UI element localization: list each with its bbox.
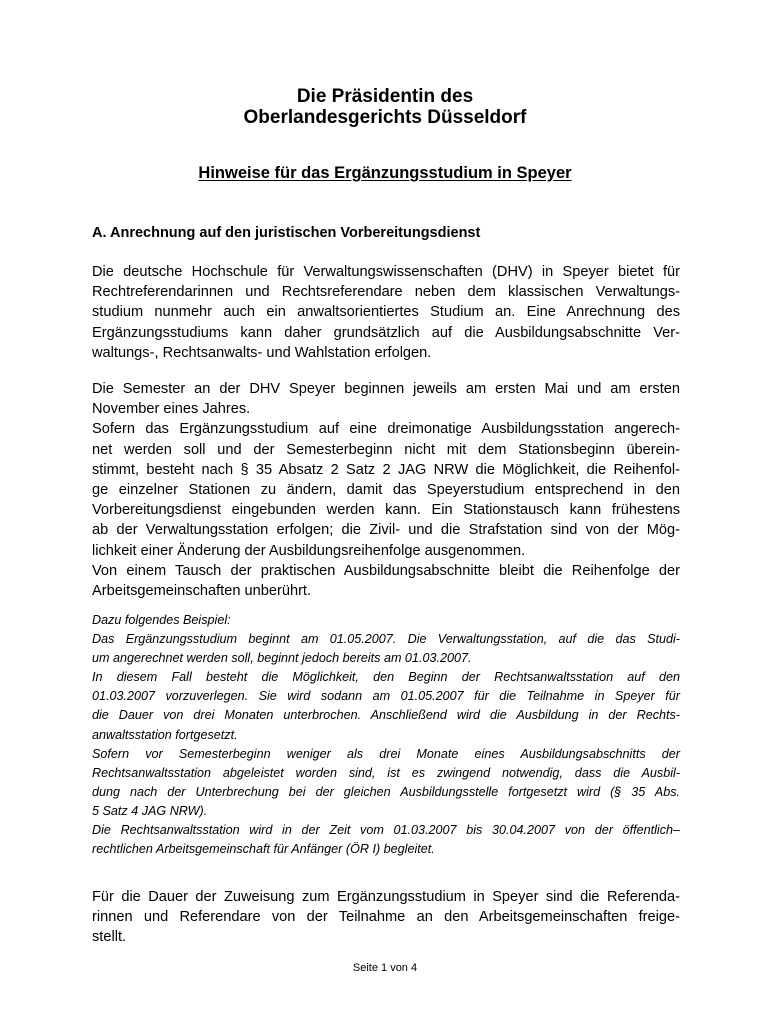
paragraph-line: rinnen und Referendare von der Teilnahme an den Arbeitsgemeinschaften freige- bbox=[92, 909, 680, 926]
paragraph-2 bbox=[92, 379, 680, 601]
example-line: rechtlichen Arbeitsgemeinschaft für Anfänger (ÖR I) begleitet. bbox=[92, 842, 435, 857]
example-line: 5 Satz 4 JAG NRW). bbox=[92, 803, 208, 818]
paragraph-line: Sofern das Ergänzungsstudium auf eine dreimonatige Ausbildungsstation angerech- bbox=[92, 421, 680, 438]
paragraph-line: ab der Verwaltungsstation erfolgen; die Zivil- und die Strafstation sind von der Mög- bbox=[92, 522, 680, 539]
paragraph-line: ge einzelner Stationen zu ändern, damit das Speyerstudium entsprechend in den bbox=[92, 482, 680, 499]
example-line: dung nach der Unterbrechung bei der gleichen Ausbildungsstelle fortgesetzt wird (§ 35 Abs. bbox=[92, 784, 680, 799]
example-block bbox=[92, 611, 680, 859]
example-line: Sofern vor Semesterbeginn weniger als drei Monate eines Ausbildungsabschnitts der bbox=[92, 746, 680, 761]
example-line: Das Ergänzungsstudium beginnt am 01.05.2007. Die Verwaltungsstation, auf die das Studi- bbox=[92, 632, 680, 647]
paragraph-3 bbox=[92, 887, 680, 948]
example-line: um angerechnet werden soll, beginnt jedoch bereits am 01.03.2007. bbox=[92, 651, 472, 666]
example-line: In diesem Fall besteht die Möglichkeit, den Beginn der Rechtsanwaltsstation auf den bbox=[92, 670, 680, 685]
paragraph-line: Vorbereitungsdienst eingebunden werden kann. Ein Stationstausch kann frühestens bbox=[92, 502, 680, 519]
example-line: die Dauer von drei Monaten unterbrochen. Anschließend wird die Ausbildung in der Rechts- bbox=[92, 708, 680, 723]
paragraph-1 bbox=[92, 262, 680, 363]
paragraph-line: Die Semester an der DHV Speyer beginnen jeweils am ersten Mai und am ersten bbox=[92, 381, 680, 397]
title-line-1: Die Präsidentin des bbox=[296, 86, 474, 107]
paragraph-line: lichkeit einer Änderung der Ausbildungsreihenfolge ausgenommen. bbox=[92, 542, 526, 559]
section-a-heading: A. Anrechnung auf den juristischen Vorbereitungsdienst bbox=[92, 225, 481, 241]
example-line: anwaltsstation fortgesetzt. bbox=[92, 727, 238, 742]
example-line: Die Rechtsanwaltsstation wird in der Zeit vom 01.03.2007 bis 30.04.2007 von der öffentlich– bbox=[92, 823, 680, 838]
example-line: 01.03.2007 vorzuverlegen. Sie wird sodann am 01.05.2007 für die Teilnahme in Speyer für bbox=[92, 689, 680, 704]
paragraph-line: Für die Dauer der Zuweisung zum Ergänzungsstudium in Speyer sind die Referenda- bbox=[92, 889, 680, 905]
paragraph-line: Arbeitsgemeinschaften unberührt. bbox=[92, 583, 312, 600]
example-line: Dazu folgendes Beispiel: bbox=[92, 613, 231, 627]
paragraph-line: Ergänzungsstudiums kann daher grundsätzlich auf die Ausbildungsabschnitte Ver- bbox=[92, 324, 680, 341]
page-number: Seite 1 von 4 bbox=[352, 962, 418, 974]
paragraph-line: stimmt, besteht nach § 35 Absatz 2 Satz 2 JAG NRW die Möglichkeit, die Reihenfol- bbox=[92, 461, 680, 478]
paragraph-line: Rechtreferendarinnen und Rechtsreferendare neben dem klassischen Verwaltungs- bbox=[92, 284, 680, 301]
paragraph-line: Von einem Tausch der praktischen Ausbildungsabschnitte bleibt die Reihenfolge der bbox=[92, 562, 680, 579]
paragraph-line: November eines Jahres. bbox=[92, 401, 251, 418]
paragraph-line: net werden soll und der Semesterbeginn nicht mit dem Stationsbeginn überein- bbox=[92, 441, 680, 458]
title-line-2: Oberlandesgerichts Düsseldorf bbox=[243, 107, 527, 128]
document-subtitle: Hinweise für das Ergänzungsstudium in Speyer bbox=[198, 164, 572, 182]
paragraph-line: stellt. bbox=[92, 929, 127, 946]
paragraph-line: Die deutsche Hochschule für Verwaltungswissenschaften (DHV) in Speyer bietet für bbox=[92, 264, 680, 280]
paragraph-line: waltungs-, Rechtsanwalts- und Wahlstation erfolgen. bbox=[92, 344, 432, 361]
example-line: Rechtsanwaltsstation abgeleistet worden sind, ist es zwingend notwendig, dass die Ausbil- bbox=[92, 765, 680, 780]
paragraph-line: studium nunmehr auch ein anwaltsorientiertes Studium an. Eine Anrechnung des bbox=[92, 304, 680, 321]
